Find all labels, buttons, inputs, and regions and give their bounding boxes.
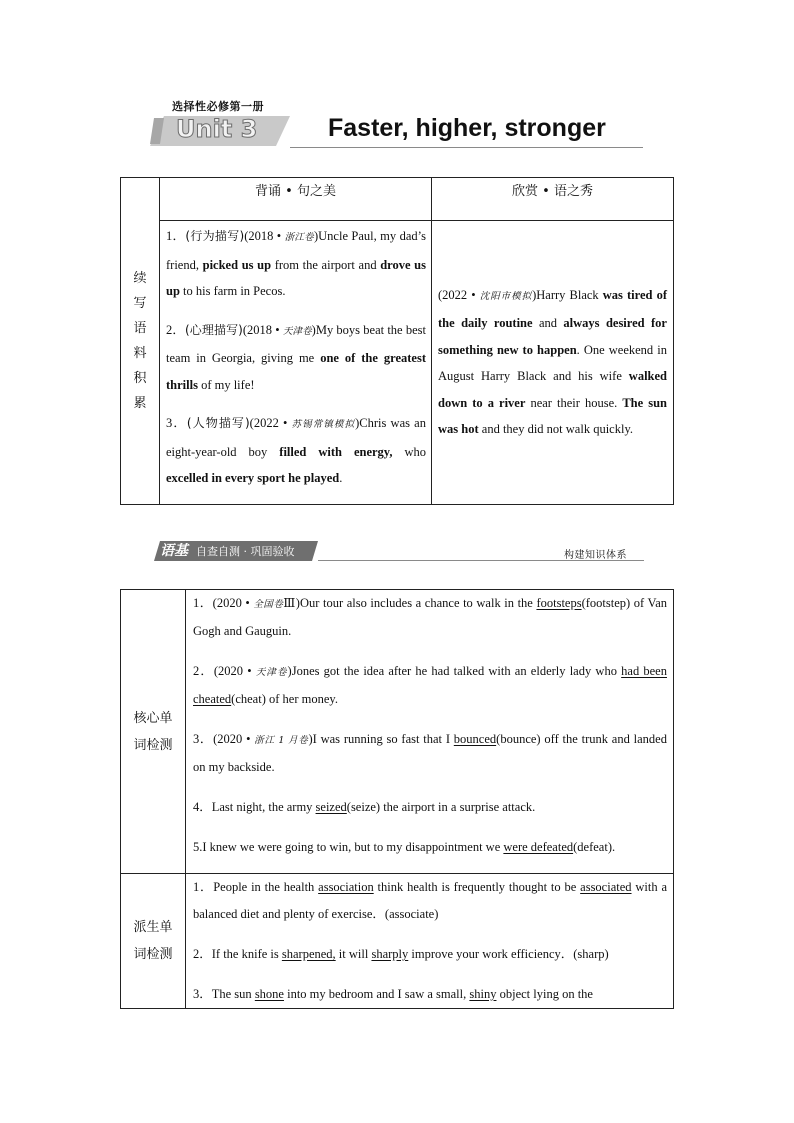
- core-item-1: 1．(2020 • 全国卷Ⅲ)Our tour also includes a chance to walk in the footsteps(footstep) of Van Gogh and Gauguin.: [193, 596, 667, 638]
- answer-blank: associated: [580, 880, 632, 894]
- answer-blank: shiny: [469, 987, 497, 1001]
- derived-item-3: 3．The sun shone into my bedroom and I saw a small, shiny object lying on the: [193, 987, 593, 1001]
- column-header-recite: 背诵 • 句之美: [160, 178, 432, 221]
- recite-item-1: 1．(行为描写)(2018 • 浙江卷)Uncle Paul, my dad’s friend, picked us up from the airport and drove us up to his farm in Pecos.: [166, 229, 426, 298]
- book-label: 选择性必修第一册: [172, 100, 264, 113]
- answer-blank: had been cheated: [193, 664, 667, 706]
- column-header-appreciate: 欣赏 • 语之秀: [432, 178, 674, 221]
- core-item-2: 2．(2020 • 天津卷)Jones got the idea after he had talked with an elderly lady who had been cheated(cheat) of her money.: [193, 664, 667, 706]
- appreciate-passage-cell: [432, 221, 674, 505]
- writing-material-table: [120, 177, 674, 505]
- answer-blank: bounced: [453, 732, 497, 746]
- core-item-5: 5.I knew we were going to win, but to my disappointment we were defeated(defeat).: [193, 840, 616, 854]
- derived-word-check-label: 派生单 词检测: [121, 874, 186, 1009]
- section-right-label: 构建知识体系: [564, 550, 627, 561]
- derived-item-2: 2．If the knife is sharpened, it will sharply improve your work efficiency．(sharp): [193, 947, 609, 961]
- answer-blank: association: [318, 880, 374, 894]
- answer-blank: were defeated: [503, 840, 574, 854]
- derived-item-1: 1．People in the health association think health is frequently thought to be associated with a balanced diet and plenty of exercise．(associate): [193, 880, 667, 921]
- header-divider: [290, 147, 643, 148]
- answer-blank: seized: [315, 800, 347, 814]
- recite-item-2: 2．(心理描写)(2018 • 天津卷)My boys beat the best team in Georgia, giving me one of the greatest thrills of my life!: [166, 322, 426, 392]
- recite-item-3: 3．(人物描写)(2022 • 苏锡常镇模拟)Chris was an eight-year-old boy filled with energy, who excelled in every sport he played.: [166, 416, 426, 485]
- recite-sentences-cell: [160, 221, 432, 505]
- unit-label: Unit 3: [176, 115, 258, 143]
- section-banner-title: 语基: [160, 543, 188, 559]
- page-title: Faster, higher, stronger: [328, 114, 606, 142]
- section-banner-subtitle: 自查自测 · 巩固验收: [196, 545, 295, 558]
- answer-blank: shone: [254, 987, 284, 1001]
- derived-word-check-cell: [186, 874, 674, 1009]
- appreciate-passage: (2022 • 沈阳市模拟)Harry Black was tired of the daily routine and always desired for something new to happen. One weekend in August Harry Black and his wife walked down to a river near their house. The sun was hot and they did not walk quickly.: [438, 287, 667, 437]
- side-label-writing-material: 续 写 语 料 积 累: [121, 178, 160, 505]
- core-word-check-label: 核心单 词检测: [121, 590, 186, 874]
- answer-blank: sharply: [371, 947, 409, 961]
- answer-blank: footsteps: [536, 596, 582, 610]
- core-word-check-cell: [186, 590, 674, 874]
- core-item-3: 3．(2020 • 浙江 1 月卷)I was running so fast that I bounced(bounce) off the trunk and landed on my backside.: [193, 732, 667, 774]
- answer-blank: sharpened,: [281, 947, 336, 961]
- vocabulary-check-table: [120, 589, 674, 1009]
- core-item-4: 4．Last night, the army seized(seize) the airport in a surprise attack.: [193, 800, 536, 814]
